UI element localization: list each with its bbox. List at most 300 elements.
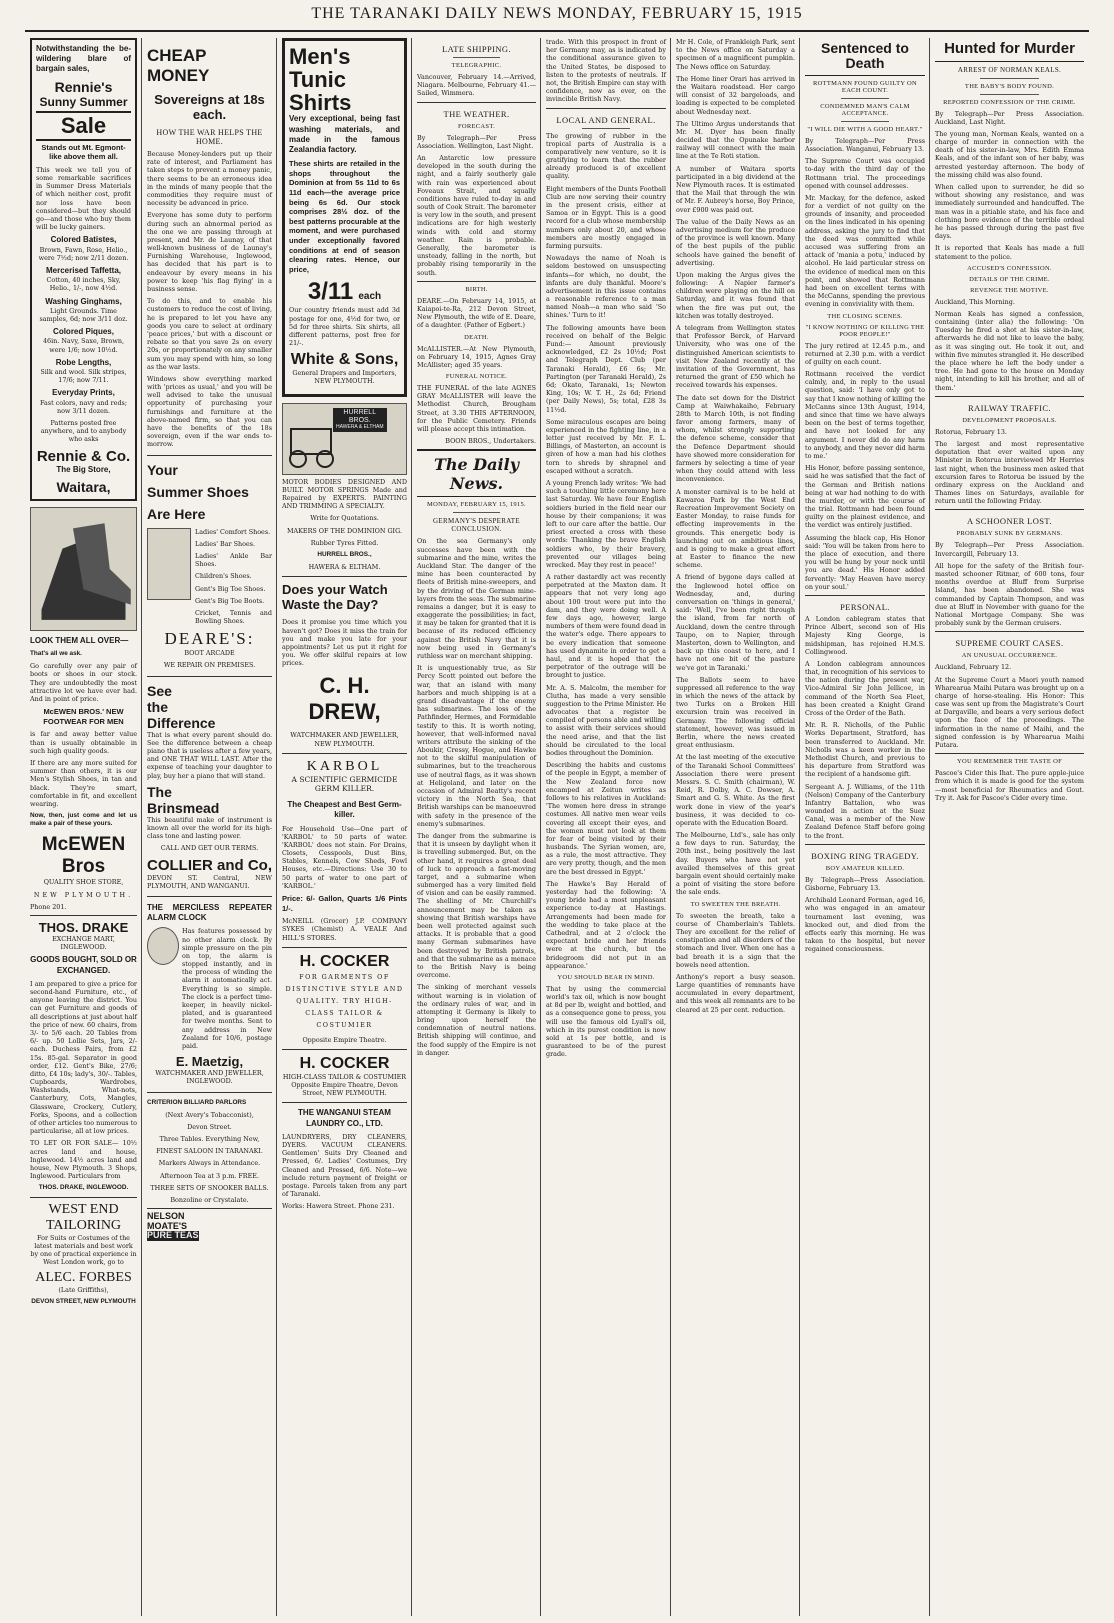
- deare-item: Ladies' Comfort Shoes.: [195, 527, 271, 536]
- telegraphic-label: TELEGRAPHIC.: [451, 62, 502, 69]
- column-2: [143, 38, 276, 1616]
- sentenced-p6: Assuming the black cap, His Honor said: 'You will be taken from here to the place of execution, and there you will be hung by your neck until you are dead.' His Honor added fervently: 'May Heaven have mercy on your soul.': [805, 533, 925, 591]
- white-name: White & Sons,: [290, 351, 399, 369]
- column-divider: [929, 38, 930, 1616]
- late-shipping-head: LATE SHIPPING.: [442, 44, 511, 54]
- closing-scenes-head: THE CLOSING SCENES.: [827, 312, 903, 320]
- hurrell-sign-line: HAWERA & ELTHAM: [336, 423, 384, 430]
- column-5: [542, 38, 670, 1616]
- divider: [282, 576, 407, 577]
- billiard-sub: (Next Avery's Tobacconist),: [165, 1110, 254, 1119]
- divider: [582, 128, 630, 129]
- deare-summer: Summer Shoes: [147, 483, 249, 500]
- forecast-label: FORECAST.: [457, 122, 496, 130]
- mcewen-tag: QUALITY SHOE STORE,: [43, 878, 124, 887]
- billiard-tables: Three Tables. Everything New,: [159, 1135, 260, 1144]
- shoe-ad-close: Now, then, just come and let us make a pair of these yours.: [30, 812, 137, 828]
- masthead-rule: [25, 30, 1089, 32]
- maetzig-name: E. Maetzig,: [175, 1054, 244, 1070]
- rennie-firm: Rennie & Co.: [36, 447, 131, 465]
- personal-head: PERSONAL.: [840, 601, 890, 612]
- funeral-head: FUNERAL NOTICE.: [445, 373, 508, 381]
- rennie-item-name: Robe Lengths,: [55, 357, 112, 367]
- rennie-item-desc: Light Grounds. Time samples, 6d; now 3/11 doz.: [39, 306, 128, 324]
- motor-car-icon: [283, 404, 408, 474]
- editorial-continued: trade. With this prospect in front of her Germany may, as is indicated by the conditional assurance given to the United States, be disposed to listen to the protests of neutrals. If not, the British Empire can stay with confidence, now as ever, on the invincible British Navy.: [546, 38, 666, 104]
- weather-body: An Antarctic low pressure developed in the south during the night, and a fairly southerly gale with rain was experienced about Foveaux Strait, and squally conditions have ruled to-day in and south of Cook Strait. The barometer is very low in the south, and present indications are for high westerly winds with cold and stormy weather. Rain is probable. Generally, the barometer is unsteady, falling in the north, but probably rising temporarily in the south.: [417, 153, 536, 277]
- cheap-money-advert: [147, 46, 272, 449]
- white-desc: Very exceptional, being fast washing materials, and made in the famous Zealandia factory.: [289, 114, 400, 154]
- forbes-head1: WEST END: [48, 1201, 119, 1217]
- deare-here: Are Here: [147, 505, 206, 522]
- forbes-advert: [30, 1202, 137, 1307]
- laundry-body: LAUNDRYERS, DRY CLEANERS, DYERS. VACUUM CLEANERS. Gentlemen' Suits Dry Cleaned and Pressed, 6/. Ladies' Costumes, Dry Cleaned and Pressed, 6/6. Note—we include return payment of freight or postage. Parcels taken from any part of Taranaki.: [282, 1132, 407, 1199]
- rennie-sale: Sale: [36, 111, 131, 141]
- weather-by: By Telegraph—Per Press Association. Wellington, Last Night.: [417, 133, 536, 150]
- hunted-by: By Telegraph—Per Press Association. Auckland, Last Night.: [935, 109, 1084, 126]
- boxing-head: BOXING RING TRAGEDY.: [811, 850, 919, 861]
- collier-p1: That is what every parent should do. See the difference between a cheap piano that is useless after a few years, and ONE THAT WILL LAST. After the expense of teaching your daughter to play, buy her a piano that will stand.: [147, 730, 272, 780]
- confession-head: ACCUSED'S CONFESSION.: [967, 264, 1052, 272]
- sentenced-by: By Telegraph—Per Press Association. Wanganui, February 13.: [805, 136, 925, 153]
- divider: [935, 396, 1084, 397]
- forbes-body: For Suits or Costumes of the latest materials and best work by one of practical experience in West London work, go to: [30, 1233, 137, 1267]
- editorial-p1: On the sea Germany's only successes have been with the submarine and the mine, writes the Auckland Star. The danger of the mine has been counteracted by fleets of British mine-sweepers, and by the driving of the German mine-layers from the seas. The submarine remains a danger, but it is easy to exaggerate the possibilities; in fact, it may be taken for granted that it is because of its reduced efficiency against the British Navy that it is now being used in Germany's ruthless war on merchant shipping.: [417, 537, 536, 660]
- divider: [841, 121, 889, 122]
- confession-subhead: REVENGE THE MOTIVE.: [970, 286, 1049, 294]
- hurrell-name: HURRELL BROS.,: [317, 550, 372, 558]
- local-item: Upon making the Argus gives the following: A Napier farmer's children were playing on the hill on Saturday, and it was found that when the fire was put out, the kitchen was totally destroyed.: [676, 270, 795, 320]
- divider: [30, 915, 137, 916]
- cheap-money-title: CHEAP MONEY: [147, 46, 210, 85]
- local-item: Anthony's report a busy season. Large quantities of remnants have accumulated in every department, and this week all remnants are to be cleared at 25 per cent. reduction.: [676, 972, 795, 1014]
- hurrell-town: HAWERA & ELTHAM.: [308, 563, 381, 572]
- schooner-head: A SCHOONER LOST.: [967, 516, 1052, 527]
- drake-addr: EXCHANGE MART, INGLEWOOD.: [52, 935, 115, 952]
- divider: [30, 1197, 137, 1198]
- editorial-p4: The sinking of merchant vessels without warning is in violation of the ordinary rules of war, and in attempting it Germany is likely to bring upon herself the condemnation of neutral nations. British shipping will continue, and the food supply of the Empire is not in danger.: [417, 983, 536, 1057]
- divider: [282, 753, 407, 754]
- cocker-name: H. COCKER: [299, 1054, 390, 1072]
- pure-teas-label: PURE TEAS: [147, 1230, 199, 1241]
- shoe-ad-more: If there are any more suited for summer than others, it is our Men's Stylish Shoes, in tan and black. They're smart, comfortable in fit, and excellent wearing.: [30, 758, 137, 808]
- billiard-tea: Afternoon Tea at 3 p.m. FREE.: [160, 1171, 259, 1180]
- forbes-head2: TAILORING: [45, 1217, 122, 1233]
- confession-by: Auckland, This Morning.: [935, 297, 1015, 306]
- white-body: These shirts are retailed in the shops throughout the Dominion at from 5s 11d to 6s 11d each—the average price being 6s 6d. Our stock comprises 28½ doz. of the best patterns procurable at the moment, and were purchased under exceptionally favored conditions at end of season clearing rates. Hence, our price,: [289, 159, 400, 274]
- column-7: [801, 38, 929, 1616]
- karbol-head: The Cheapest and Best Germ-killer.: [287, 800, 402, 820]
- cider-body: Pascoe's Cider this Ihat. The pure apple-juice from which it is made is good for the system—most beneficial for Rheumatics and Gout. Try it. Ask for Pascoe's Cider every time.: [935, 769, 1084, 802]
- sentenced-headline: Sentenced to Death: [821, 40, 909, 72]
- local-item: A young French lady writes: 'We had such a touching little ceremony here last Saturday. We have four English soldiers buried in the field near our house by their companions; it was left to our care after the battle. Our priest erected a cross with these words: Thanking the brave English soldiers who, by their bravery, prevented our villages being wrecked. May they rest in peace!': [546, 479, 666, 569]
- karbol-price: Price: 6/- Gallon, Quarts 1/6 Pints 1/-.: [282, 894, 407, 913]
- billiard-saloon: FINEST SALOON IN TARANAKI.: [156, 1147, 263, 1156]
- collier-see: See: [147, 682, 172, 699]
- hunted-subhead: REPORTED CONFESSION OF THE CRIME.: [943, 98, 1076, 106]
- column-6: [672, 38, 799, 1616]
- hurrell-advert: [282, 403, 407, 572]
- drake-body: I am prepared to give a price for second-hand Furniture, etc., of anyone leaving the district. You can get Furniture and goods of all descriptions at just about half the price of new. 60 chairs, from 3/- to 5/6 each. 20 Tables from 6/- up. 50 Lollie Sets, Jars, 2/- each. Duchess Pairs, from £2 15s. 85-gal. Separator in good order, £12. Gent's Bike, 27/6; ditto, £4 10s; lady's, 30/-. Tables, Cupboards, Wardrobes, Washstands, What-nots, Canterbury, Cots, Mangles, Glassware, Crockery, Cutlery, Forks, Spoons, and a collection of other articles too numerous to particularise, all at low prices.: [30, 979, 137, 1136]
- column-divider: [670, 38, 671, 1616]
- confession-body: Norman Keals has signed a confession, containing (inter alia) the following: 'On Tuesday he fired a shot at his sister-in-law, afterwards he did not like to leave the baby, as it was singing out. He took it out, and within five minutes strangled it. He described the place where he left the body under a tree. He had gone to the house on Monday night, intending to kill his brother, and all of them.': [935, 309, 1084, 392]
- editorial-p3: The danger from the submarine is that it is unseen by daylight when it is travelling submerged. But, on the other hand, it requires a great deal of luck to approach a fast-moving target, and a submarine when submerged has a very limited field of vision and can be easily rammed. The shelling of Mr. Churchill's announcement may be taken as showing that British warships have been well protected against such attacks. It is probable that a good many German submarines have been destroyed by British patrols, and that the submarine as a menace to the British Navy is being overcome.: [417, 831, 536, 980]
- drew-advert: [282, 582, 407, 748]
- deare-item: Children's Shoes.: [195, 572, 252, 581]
- cocker-addr: Opposite Empire Theatre.: [302, 1035, 387, 1044]
- divider: [841, 98, 889, 99]
- sentenced-p4: Rottmann received the verdict calmly, and, in reply to the usual question, said: 'I have only got to say that I know nothing of killing the McCanns since 13th August, 1914, and since that time we have always been on the best of terms together, and have not looked for any argument. I never did do any harm to anybody, and they never did harm to me.': [805, 370, 925, 460]
- clock-row: [147, 927, 272, 1054]
- clock-advert: [147, 903, 272, 1086]
- rennie-subtitle: Sunny Summer: [39, 94, 128, 109]
- column-1: [26, 38, 141, 1616]
- local-item: The value of the Daily News as an advertising medium for the produce of the province is well known. Many of the best pupils of the public schools have gained the benefit of advertising.: [676, 217, 795, 267]
- birth-body: DEARE.—On February 14, 1915, at Kaiapoi-te-Ra, 212 Devon Street, New Plymouth, the wife of E. Deare, of a daughter. (Father of Egbert.): [417, 296, 536, 330]
- drew-head: Does your Watch Waste the Day?: [282, 582, 388, 613]
- billiard-markers: Markers Always in Attendance.: [158, 1159, 261, 1168]
- karbol-name: KARBOL: [306, 758, 383, 774]
- hurrell-makers: MAKERS OF THE DOMINION GIG.: [286, 526, 402, 535]
- cheap-money-p1: Because Money-lenders put up their rate of interest, and Parliament has taken steps to prevent a money panic, there seems to be an erroneous idea in the minds of many people that the commodities they require must of necessity be advanced in price.: [147, 150, 272, 208]
- divider: [805, 75, 925, 76]
- cocker-advert-1: [282, 953, 407, 1044]
- local-item: A telegram from Wellington states that Professor Berck, of Harvard University, who was one of the distinguished American scientists to visit New Zealand recently at the invitation of the Government, has returned the grant of £50 which he received towards his expenses.: [676, 324, 795, 390]
- mcewen-name: McEWEN Bros: [41, 834, 126, 878]
- rennie-item-name: Washing Ginghams,: [45, 296, 122, 306]
- column-divider: [276, 38, 277, 1616]
- editorial-p2: It is unquestionably true, as Sir Percy Scott pointed out before the war, that an island with many harbors and much shipping is at a grand disadvantage if the enemy has submarines. The loss of the Pathfinder, Hermes, and Formidable testify to this. It is worth noting, however, that well-informed naval writers attribute the sinking of the Aboukir, Cressy, Hogue, and Hawke not to the skilful manipulation of submarines, but to the treacherous use of neutral flags, as it was shown at Heligoland, and later on the occasion of Admiral Beatty's recent victory in the North Sea, that British warships can be manoeuvred with safety in the presence of the enemy's submarines.: [417, 664, 536, 828]
- divider: [417, 281, 536, 282]
- collier-the: the: [147, 698, 168, 715]
- forbes-name: ALEC. FORBES: [35, 1270, 132, 1286]
- divider: [546, 108, 666, 109]
- hunted-p1: The young man, Norman Keals, wanted on a charge of murder in connection with the death of his sister-in-law, Mrs. Edith Emma Keals, and of the infant son of her baby, was arrested yesterday afternoon. The body of the missing child was also found.: [935, 129, 1084, 179]
- white-title2: Tunic: [289, 67, 347, 93]
- schooner-body: All hope for the safety of the British four-masted schooner Ritmar, of 600 tons, four months overdue at Bluff from Surprise Island, has been abandoned. She was commanded by Captain Thompson, and was due at Bluff in November with guano for the National Mortgage Company. She was probably sunk by the German cruisers.: [935, 561, 1084, 628]
- funeral-body: THE FUNERAL of the late AGNES GRAY McALLISTER will leave the Methodist Church, Brougham Street, at 3.30 THIS AFTERNOON, for the Public Cemetery. Friends will please accept this intimation.: [417, 384, 536, 433]
- shoe-drawing-icon: [31, 508, 136, 630]
- rennie-item-desc: Brown, Fawn, Rose, Helio., were 7½d; now 2/11 dozen.: [38, 245, 129, 262]
- moates-label: MOATE'S: [147, 1220, 187, 1231]
- cheap-money-p4: Windows show everything marked with 'prices as usual,' and you will be well advised to take the unusual opportunity of purchasing your furnishings and furniture at the above-named firm, so that you can have the benefits of the 18s sovereign, even if the war ends to-morrow.: [147, 374, 272, 449]
- nelson-label: NELSON: [147, 1211, 185, 1222]
- railway-body: The largest and most representative deputation that ever waited upon any Minister in Rotorua interviewed Mr Herries last night, when the business men asked that excursion fares to Rotorua be issued by the ordinary express on the Auckland and Thames lines on Saturdays, available for return until the following Friday.: [935, 439, 1084, 506]
- editorial-head: GERMANY'S DESPERATE CONCLUSION.: [433, 517, 520, 534]
- drake-name: THOS. DRAKE: [38, 920, 129, 936]
- hurrell-body: MOTOR BODIES DESIGNED AND BUILT. MOTOR SPRINGS Made and Repaired by EXPERTS. PAINTING AND TRIMMING A SPECIALTY.: [282, 477, 407, 511]
- collier-difference: Difference: [147, 714, 216, 731]
- funeral-sign: BOON BROS., Undertakers.: [445, 437, 536, 446]
- hurrell-tyres: Rubber Tyres Fitted.: [310, 538, 379, 547]
- deare-tag: BOOT ARCADE: [184, 649, 235, 658]
- divider: [147, 1092, 272, 1093]
- shoe-ad-boots-head: McEWEN BROS.' NEW FOOTWEAR FOR MEN: [43, 707, 124, 726]
- local-item: A rather dastardly act was recently perpetrated at the Maxton dam. It appears that not very long ago about 100 trout were put into the dam, and they were doing well. A few days ago, however, large numbers of them were found dead in the water's edge. There appears to be every indication that someone has used dynamite in order to get a haul, and it is hoped that the perpetrator of the outrage will be brought to justice.: [546, 573, 666, 680]
- sweeten-breath-body: To sweeten the breath, take a course of Chamberlain's Tablets. They are excellent for the relief of constipation and all disorders of the stomach and liver. When one has a bad breath it is a sign that the bowels need attention.: [676, 911, 795, 969]
- sentenced-subhead: CONDEMNED MAN'S CALM ACCEPTANCE.: [820, 102, 910, 117]
- hunted-p3: It is reported that Keals has made a full statement to the police.: [935, 244, 1084, 261]
- drew-body: Does it promise you time which you haven't got? Does it miss the train for you and make you late for your appointments? Let us put it right for you. We offer skilful repairs at low prices.: [282, 618, 407, 668]
- divider: [147, 455, 272, 456]
- rennie-lead: Stands out Mt. Egmont-like above them all.: [41, 142, 126, 162]
- column-divider: [141, 38, 142, 1616]
- maetzig-tag: WATCHMAKER AND JEWELLER, INGLEWOOD.: [155, 1069, 264, 1086]
- divider: [935, 61, 1084, 62]
- rennie-body: This week we tell you of some remarkable sacrifices in Summer Dress Materials of which neither cost, profit nor loss have been considered—but they should go—and those who buy them will be lucky gainers.: [36, 165, 131, 232]
- divider: [417, 496, 536, 497]
- nameplate: The Daily News.: [434, 455, 519, 494]
- hunted-subhead: THE BABY'S BODY FOUND.: [964, 82, 1055, 90]
- deare-your: Your: [147, 461, 178, 478]
- personal-item: Mr. R. R. Nicholls, of the Public Works Department, Stratford, has been transferred to Auckland. Mr. Nicholls was a keen worker in the Methodist Church, and previous to his departure from Stratford was the recipient of a handsome gift.: [805, 721, 925, 779]
- death-head: DEATH.: [464, 333, 489, 341]
- cider-head: YOU REMEMBER THE TASTE OF: [957, 758, 1062, 766]
- railway-head: RAILWAY TRAFFIC.: [968, 402, 1051, 413]
- collier-the2: The: [147, 783, 172, 800]
- laundry-name: THE WANGANUI STEAM LAUNDRY CO., LTD.: [298, 1108, 391, 1128]
- divider: [935, 753, 1084, 754]
- sweeten-breath-head: TO SWEETEN THE BREATH.: [690, 900, 781, 908]
- column-divider: [411, 38, 412, 1616]
- local-item: The Hawke's Bay Herald of yesterday had the following: 'A young bride had a most unpleasant experience to-day at Hastings. Arrangements had been made for the wedding to take place at the Cathedral, and at 2 o'clock the expectant bride and her friends were at the church, but the bridegroom did not put in an appearance.': [546, 879, 666, 970]
- court-body: At the Supreme Court a Maori youth named Wharearua Maihi Putara was brought up on a charge of horse-stealing. His Honor: This case was sent up from the Magistrate's Court at Dargaville, and bears a very serious defect upon the face of the proceedings. The information in the name of Maihi, and the signed confession is by Wharearua Maihi Putara.: [935, 675, 1084, 749]
- railway-by: Rotorua, February 13.: [935, 427, 1007, 436]
- rennie-item-desc: Silk and wool. Silk stripes, 17/6; now 7/11.: [40, 368, 127, 385]
- boxing-subhead: BOY AMATEUR KILLED.: [825, 864, 905, 872]
- personal-item: A London cablegram announces that, in recognition of his services to the nation during the present war, Vice-Admiral Sir John Jellicoe, in command of the North Sea Fleet, has been created a Knight Grand Cross of the Order of the Bath.: [805, 659, 925, 718]
- local-item: At the last meeting of the executive of the Taranaki School Committees' Association there were present Messrs. S. C. Smith (chairman), W. Reid, R. Dolby, A. C. Dowser, A. Smart and G. S. White. As the first work done in view of the year's business, it was decided to co-operate with the Education Board.: [676, 753, 795, 827]
- drew-name: C. H. DREW,: [308, 673, 381, 725]
- weather-head: THE WEATHER.: [443, 108, 510, 119]
- closing-scenes-subhead: "I KNOW NOTHING OF KILLING THE POOR PEOPLE!": [805, 323, 925, 338]
- deare-name: DEARE'S:: [164, 629, 255, 649]
- cheap-money-sovereigns: Sovereigns at 18s each.: [154, 92, 265, 122]
- divider: [417, 102, 536, 103]
- hunted-subhead: ARREST OF NORMAN KEALS.: [957, 65, 1062, 74]
- cocker-body: FOR GARMENTS OF DISTINCTIVE STYLE AND QUALITY. TRY HIGH-CLASS TAILOR & COSTUMIER: [285, 972, 404, 1030]
- deare-row: [147, 528, 272, 630]
- birth-head: BIRTH.: [465, 285, 488, 293]
- drake-advert: [30, 920, 137, 1193]
- divider: [980, 94, 1040, 95]
- shoe-ad-body: Go carefully over any pair of boots or shoes in our stock. They are undoubtedly the most attractive lot we have ever had. And in point of price.: [30, 662, 137, 704]
- court-head: SUPREME COURT CASES.: [955, 638, 1064, 649]
- hunted-headline: Hunted for Murder: [944, 40, 1075, 57]
- local-item: A friend of bygone days called at the Inglewood hotel office on Wednesday, and, during conversation on 'things in general,' said: 'Well, I've been right through the island, from far north of Auckland, down the centre through Taupo, on to Napier, through Masterton, down to Wellington, and back up this coast to here, and I have not one bit of the pasture we've got in Taranaki.': [676, 573, 795, 672]
- local-item: The Ultimo Argus understands that Mr. M. Dyer has been finally decided that the Opunake harbor railway will connect with the main line at the Te Roti station.: [676, 119, 795, 161]
- nelson-moate-advert: [147, 1208, 272, 1240]
- karbol-sub: A SCIENTIFIC GERMICIDE GERM KILLER.: [291, 774, 398, 794]
- sentenced-subhead: ROTTMANN FOUND GUILTY ON EACH COUNT.: [812, 79, 918, 94]
- white-each: each: [358, 291, 382, 303]
- collier-call: CALL AND GET OUR TERMS.: [160, 844, 259, 853]
- personal-item: A London cablegram states that Prince Albert, second son of His Majesty King George, is midshipman, has rejoined H.M.S. Collingwood.: [805, 614, 925, 656]
- white-sons-advert: [282, 38, 407, 397]
- deare-sports: Cricket, Tennis and Bowling Shoes.: [195, 608, 272, 626]
- issue-date: MONDAY, FEBRUARY 15, 1915.: [427, 501, 526, 509]
- local-item: The Melbourne, Ltd's., sale has only a few days to run. Saturday, the 20th inst., being positively the last day. Buyers who have not yet availed themselves of this great bargain event should certainly make a point of visiting the store before the sale ends.: [676, 831, 795, 897]
- shoe-ad-sub: That's all we ask.: [30, 650, 82, 658]
- death-body: McALLISTER.—At New Plymouth, on February 14, 1915, Agnes Gray McAllister; aged 35 years.: [417, 344, 536, 369]
- nelson-moate-name: [147, 1212, 199, 1240]
- local-item: The Ballots seem to have suppressed all reference to the way in which the news of the attack by two Turks on a Broken Hill excursion train was received in Germany. The following official statement, however, was issued in Berlin, where the news created great enthusiasm.: [676, 675, 795, 750]
- boxing-by: By Telegraph—Press Association. Gisborne, February 13.: [805, 875, 925, 893]
- karbol-body: For Household Use—One part of 'KARBOL' to 50 parts of water. 'KARBOL' does not stain. For Drains, Closets, Cesspools, Dust Bins, Stables, Kennels, Cow Sheds, Fowl Houses, etc.—Directions: Use 30 to 50 parts of water to one part of 'KARBOL.': [282, 824, 407, 890]
- deare-item: Ladies' Ankle Bar Shoes.: [195, 551, 272, 569]
- cocker-name: H. COCKER: [299, 952, 390, 970]
- divider: [805, 844, 925, 845]
- divider: [935, 509, 1084, 510]
- karbol-advert: [282, 759, 407, 942]
- drake-head: GOODS BOUGHT, SOLD OR EXCHANGED.: [30, 955, 137, 975]
- hurrell-quote: Write for Quotations.: [310, 514, 379, 523]
- rennie-item-name: Everyday Prints,: [52, 388, 115, 398]
- billiard-snooker: THREE SETS OF SNOOKER BALLS.: [150, 1183, 269, 1192]
- divider: [282, 947, 407, 948]
- divider: [147, 676, 272, 677]
- local-item: The date set down for the District Camp at Waiwhakaiho, February 28th to March 10th, is not finding favor among farmers, many of whom, whilst strongly supporting the defence scheme, consider that the Defence Department should have showed more consideration for farmers by selecting a time of year when they could attend with less inconvenience.: [676, 393, 795, 484]
- local-item: Mr H. Cole, of Frankleigh Park, sent to the News office on Saturday a specimen of a magnificent pumpkin. The News office on Saturday.: [676, 38, 795, 71]
- forbes-addr: DEVON STREET, NEW PLYMOUTH: [31, 1298, 136, 1306]
- divider: [980, 78, 1040, 79]
- cocker-advert-2: [282, 1055, 407, 1098]
- alarm-clock-icon: [147, 927, 179, 965]
- divider: [282, 1049, 407, 1050]
- white-price-row: [289, 278, 400, 306]
- collier-p2: This beautiful make of instrument is known all over the world for its high-class tone and lasting power.: [147, 815, 272, 841]
- sentenced-p3: The jury retired at 12.45 p.m., and returned at 2.30 p.m. with a verdict of guilty on each count.: [805, 341, 925, 366]
- drake-let: TO LET OR FOR SALE— 10½ acres land and house, Inglewood. 14½ acres land and house, New Plymouth. 3 Shops, Inglewood. Particulars from: [30, 1139, 137, 1181]
- local-general-head: LOCAL AND GENERAL.: [556, 114, 656, 125]
- cheap-money-head: HOW THE WAR HELPS THE HOME.: [156, 128, 263, 146]
- railway-subhead: DEVELOPMENT PROPOSALS.: [962, 416, 1057, 424]
- rennie-item-list: [36, 235, 131, 415]
- local-item: A monster carnival is to be held at Kawaroa Park by the West End Recreation Improvement Society on Easter Monday, to raise funds for effecting improvements in the grounds. This energetic body is launching out on ambitious lines, and is going to make a great effort at Easter to finance the new scheme.: [676, 487, 795, 570]
- rennie-item-desc: Cotton, 40 inches, Sky, Helio., 1/-, now 4½d.: [46, 276, 121, 293]
- local-item: Nowadays the name of Noah is seldom bestowed on unsuspecting infants—for which, no doubt, the infants are duly thankful. Moore's advertisement in this issue contains a reasonable reference to a man named Noah—a man who said 'So shines.' Turn to it!: [546, 254, 666, 320]
- court-by: Auckland, February 12.: [935, 663, 1012, 672]
- boxing-body: Archibald Leonard Forman, aged 16, who was engaged in an amateur tournament last evening, was knocked out, and died from the effects early this morning. He was taken to the hospital, but never regained consciousness.: [805, 896, 925, 954]
- clock-body: Has features possessed by no other alarm clock. By simple pressure on the pin on top, the alarm is stopped instantly, and in the process of winding the alarm it automatically act. Everything is so simple. The clock is a perfect time-keeper, in heavily nickel-plated, and is guaranteed for twelve months. Sent to any address in New Zealand for 10/6, postage paid.: [182, 927, 272, 1050]
- cheap-money-p2: Everyone has some duty to perform during such an abnormal period as the one we are passing through at present, and Mr. de Launay, of that well-known business of de Launay's Furnishing Warehouse, Inglewood, has decided that his part is to endeavour by every means in his power to keep 'his flag flying' in a business sense.: [147, 211, 272, 293]
- cheap-money-p3: To do this, and to enable his customers to reduce the cost of living, he is prepared to let you have any goods you care to select at ordinary 'peace prices,' but with a discount or rebate so that you save 2s on every 20s, or proportionately on any smaller sum you may spend with him, so long as the war lasts.: [147, 297, 272, 371]
- cocker-body: HIGH-CLASS TAILOR & COSTUMIER Opposite Empire Theatre, Devon Street, NEW PLYMOUTH.: [282, 1072, 407, 1098]
- local-item: The Home liner Orari has arrived in the Waitara roadstead. Her cargo will consist of 32 bargeloads, and loading is expected to be completed about Wednesday next.: [676, 74, 795, 116]
- billiard-bonzoline: Bonzoline or Crystalate.: [170, 1196, 249, 1205]
- deare-repair: WE REPAIR ON PREMISES.: [163, 661, 256, 670]
- mcewen-shoe-advert: [30, 636, 137, 911]
- rennie-item-name: Colored Piques,: [53, 327, 114, 337]
- schooner-subhead: PROBABLY SUNK BY GERMANS.: [956, 530, 1063, 538]
- divider: [417, 449, 536, 451]
- shoe-ad-boots-body: is far and away better value than is usually obtainable in such high quality goods.: [30, 730, 137, 755]
- rennie-intro: Notwithstanding the be-wildering blare of bargain sales,: [36, 44, 131, 74]
- rennie-town: Waitara,: [56, 478, 111, 495]
- sentenced-p2: Mr. Mackay, for the defence, asked for a verdict of not guilty on the grounds of insanity, and proceeded on the lines indicated in his opening address, asking the jury to find that the deed was committed while accused was suffering from an attack of 'mania a potu,' induced by alcohol. He laid particular stress on the evidence of medical men on this point, and showed that Rottmann had been on excellent terms with the McCanns, spending the previous evening in conviviality with them.: [805, 193, 925, 309]
- local-item: Eight members of the Dunts Football Club are now serving their country in the present crisis, either at Samoa or in Egypt. This is a good record for a club whose membership numbers only about 20, and whose members are mostly engaged in farming pursuits.: [546, 184, 666, 250]
- rennie-item-name: Mercerised Taffetta,: [46, 266, 121, 275]
- deare-item: Ladies' Bar Shoes.: [195, 539, 256, 548]
- collier-name: COLLIER and Co,: [147, 856, 272, 874]
- mcewen-phone: Phone 201.: [30, 902, 67, 911]
- drew-tag: WATCHMAKER AND JEWELLER, NEW PLYMOUTH.: [290, 731, 399, 748]
- white-title1: Men's: [289, 44, 351, 69]
- karbol-agents: McNEILL (Grocer) J.P. COMPANY SYKES (Chemist) A. VEALE And HILL'S STORES.: [282, 917, 407, 942]
- collier-addr: DEVON ST. Central, NEW PLYMOUTH, AND WANGANUI.: [147, 873, 272, 890]
- billiard-name: CRITERION BILLIARD PARLORS: [147, 1098, 247, 1106]
- divider: [805, 595, 925, 596]
- divider: [935, 631, 1084, 632]
- deare-item: Gent's Big Toe Shoes.: [195, 584, 266, 593]
- late-shipping-body: Vancouver, February 14.—Arrived, Niagara. Melbourne, February 41.—Sailed, Wimmera.: [417, 73, 536, 98]
- column-divider: [799, 38, 800, 1616]
- collier-brinsmead: Brinsmead: [147, 799, 220, 816]
- column-4: [413, 38, 540, 1616]
- local-item: The growing of rubber in the tropical parts of Australia is a comparatively new venture, so it is gratifying to learn that the rubber already produced is of excellent quality.: [546, 131, 666, 181]
- local-item: The following amounts have been received on behalf of the Belgic Fund:— Amount previously acknowledged, £2 2s 10½d; Post and Telegraph Dept. Club (per Taranaki Herald), £6 6s; Mr. Partington (per Taranaki Herald), 2s 6d; Okato, Taranaki, 1s; Newton King, 10s; W. T. H., 2s 6d; Friend (per Daily News), 5s; total, £28 3s 11½d.: [546, 323, 666, 414]
- deare-item: Gent's Big Toe Boots.: [195, 596, 265, 605]
- divider: [282, 1102, 407, 1103]
- column-8: [931, 38, 1088, 1616]
- billiard-addr: Devon Street.: [187, 1122, 232, 1131]
- confession-subhead: DETAILS OF THE CRIME.: [969, 275, 1050, 283]
- personal-item: Sergeant A. J. Williams, of the 11th (Nelson) Company of the Canterbury Infantry Battalion, who was wounded in action at the Suez Canal, was a member of the New Zealand Defence Staff before going to the front.: [805, 782, 925, 840]
- forbes-sub: (Late Griffiths),: [58, 1286, 109, 1295]
- hunted-p2: When called upon to surrender, he did so without showing any resistance, and was immediately surrounded and handcuffed. The man was in a pitiable state, and his face and clothing bore evidence of the terrible ordeal he has passed through during the past five days.: [935, 183, 1084, 241]
- billiard-advert: [147, 1099, 272, 1205]
- hurrell-sign-line: HURRELL: [343, 408, 377, 416]
- shoe-illustration: [30, 507, 137, 631]
- column-3: [278, 38, 411, 1616]
- motor-car-illustration: [282, 403, 407, 475]
- sentenced-p5: His Honor, before passing sentence, said he was satisfied that the fact of the German and British nations being at war had nothing to do with the murder, or with the course of the trial. Rottmann had been found guilty on the plainest evidence, and the verdict was entirely justified.: [805, 464, 925, 530]
- rennie-item-desc: Fast colors, navy and reds; now 3/11 dozen.: [40, 398, 127, 415]
- sentenced-p1: The Supreme Court was occupied to-day with the third day of the Rottmann trial. The proceedings opened with counsel addresses.: [805, 157, 925, 190]
- rennie-item-name: Colored Batistes,: [50, 235, 117, 245]
- rennie-item-desc: 46in. Navy, Saxe, Brown, were 1/6; now 10½d.: [42, 337, 125, 354]
- drake-sign: THOS. DRAKE, INGLEWOOD.: [38, 1184, 129, 1192]
- court-subhead: AN UNUSUAL OCCURRENCE.: [961, 652, 1058, 660]
- deare-item-list: [195, 528, 272, 630]
- local-item: A number of Waitara sports participated in a big dividend at the New Plymouth races. It is estimated that the Mail that through the win of Mr. F. Aubrey's horse, Boy Prince, over £900 was paid out.: [676, 164, 795, 214]
- shoe-ad-head: LOOK THEM ALL OVER—: [30, 635, 129, 645]
- schooner-by: By Telegraph—Per Press Association. Invercargill, February 13.: [935, 541, 1084, 558]
- laundry-advert: [282, 1108, 407, 1210]
- white-mail: Our country friends must add 3d postage for one, 4½d for two, or 5d for three shirts. Six shirts, all different patterns, post free for 21/-.: [289, 306, 400, 348]
- masthead: THE TARANAKI DAILY NEWS MONDAY, FEBRUARY 15, 1915: [311, 5, 803, 22]
- white-price: 3/11: [307, 278, 354, 306]
- divider: [453, 512, 501, 513]
- clock-head: THE MERCILESS REPEATER ALARM CLOCK: [147, 902, 272, 923]
- local-item: Mr. A. S. Malcolm, the member for Clutha, has made a very sensible suggestion to the Prime Minister. He advocates that a register be compiled of persons able and willing to assist with their services should the need arise, and that the list should be circulated to the local bodies throughout the Dominion.: [546, 683, 666, 757]
- sentenced-subhead: "I WILL DIE WITH A GOOD HEART.": [807, 125, 923, 133]
- laundry-works: Works: Hawera Street. Phone 231.: [282, 1202, 395, 1211]
- rennie-advert: [30, 38, 137, 501]
- divider: [453, 57, 501, 58]
- boot-illustration-icon: [147, 528, 191, 600]
- column-divider: [540, 38, 541, 1616]
- rennie-store: The Big Store,: [56, 464, 111, 474]
- white-title3: Shirts: [289, 90, 352, 116]
- deare-advert: [147, 462, 272, 670]
- rennie-footer: Patterns posted free anywhere, and to anybody who asks: [40, 419, 127, 444]
- bear-in-mind-body: That by using the commercial world's tax oil, which is now bought at 8d per lb, weight and bottled, and as a consequence gone to press, you will use the famous old Lyall's oil, which in its purest condition is now sold at 1s per bottle, and is guaranteed to be of the purest grade.: [546, 984, 666, 1059]
- hurrell-sign-line: BROS.: [348, 416, 371, 424]
- bear-in-mind-head: YOU SHOULD BEAR IN MIND.: [557, 973, 655, 981]
- rennie-title: Rennie's: [54, 78, 113, 95]
- mcewen-town: NEW PLYMOUTH.: [33, 890, 134, 899]
